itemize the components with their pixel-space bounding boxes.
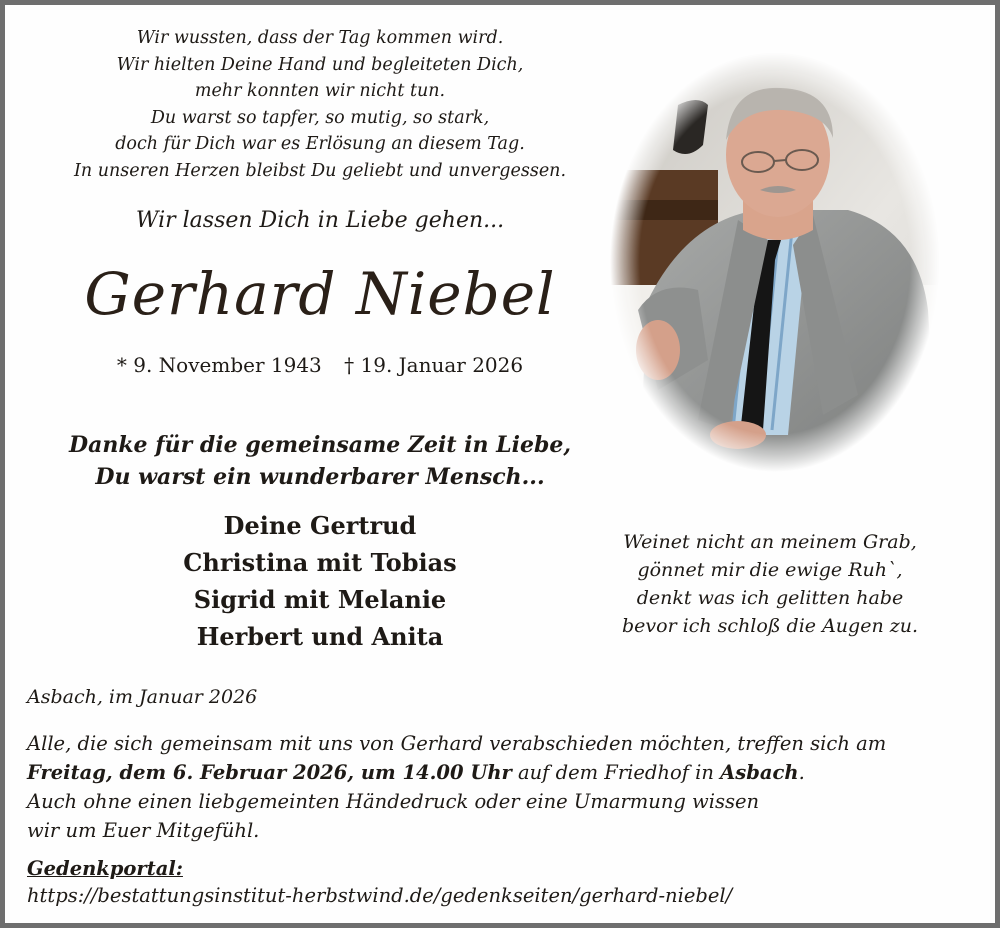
poem-line: Wir wussten, dass der Tag kommen wird.: [136, 28, 504, 48]
deceased-name: Gerhard Niebel: [84, 260, 556, 328]
notice-line-date: [27, 758, 987, 787]
family-signature: [25, 507, 615, 655]
notice-punct: .: [798, 761, 805, 784]
funeral-datetime: Freitag, dem 6. Februar 2026, um 14.00 Uhr: [27, 761, 512, 784]
verse-line: gönnet mir die ewige Ruh`,: [637, 559, 903, 581]
notice-line: Auch ohne einen liebgemeinten Händedruck oder eine Umarmung wissen: [27, 790, 760, 813]
place-date: Asbach, im Januar 2026: [27, 686, 258, 708]
memorial-portal-link[interactable]: https://bestattungsinstitut-herbstwind.de/gedenkseiten/gerhard-niebel/: [27, 884, 733, 907]
poem-line: doch für Dich war es Erlösung an diesem Tag.: [115, 134, 525, 154]
poem-line: mehr konnten wir nicht tun.: [194, 81, 446, 101]
notice-line: Alle, die sich gemeinsam mit uns von Gerhard verabschieden möchten, treffen sich am: [27, 732, 887, 755]
verse-line: bevor ich schloß die Augen zu.: [621, 615, 919, 637]
notice-line: wir um Euer Mitgefühl.: [27, 819, 260, 842]
birth-date: * 9. November 1943: [116, 353, 322, 377]
family-member: Christina mit Tobias: [183, 548, 457, 577]
poem-line: Wir hielten Deine Hand und begleiteten Dich,: [116, 54, 524, 75]
funeral-notice: [27, 729, 987, 845]
funeral-place: Asbach: [720, 761, 799, 784]
verse: [570, 528, 970, 640]
portrait-illustration: [608, 50, 942, 475]
thanks: [25, 429, 615, 493]
verse-line: Weinet nicht an meinem Grab,: [623, 531, 917, 553]
memorial-portal-label: Gedenkportal:: [27, 857, 183, 880]
portrait-photo: [608, 50, 942, 475]
life-dates: [25, 353, 615, 377]
notice-text: auf dem Friedhof in: [511, 761, 721, 784]
poem-line: Du warst so tapfer, so mutig, so stark,: [150, 107, 490, 128]
family-member: Sigrid mit Melanie: [193, 585, 447, 614]
thanks-line: Du warst ein wunderbarer Mensch...: [95, 464, 545, 490]
family-member: Herbert und Anita: [196, 622, 444, 651]
family-member: Deine Gertrud: [223, 511, 417, 540]
thanks-line: Danke für die gemeinsame Zeit in Liebe,: [68, 432, 572, 458]
death-date: † 19. Januar 2026: [344, 353, 524, 377]
intro-line: Wir lassen Dich in Liebe gehen...: [135, 208, 505, 233]
poem-line: In unseren Herzen bleibst Du geliebt und unvergessen.: [73, 160, 567, 181]
poem: [25, 25, 615, 184]
verse-line: denkt was ich gelitten habe: [636, 587, 904, 609]
